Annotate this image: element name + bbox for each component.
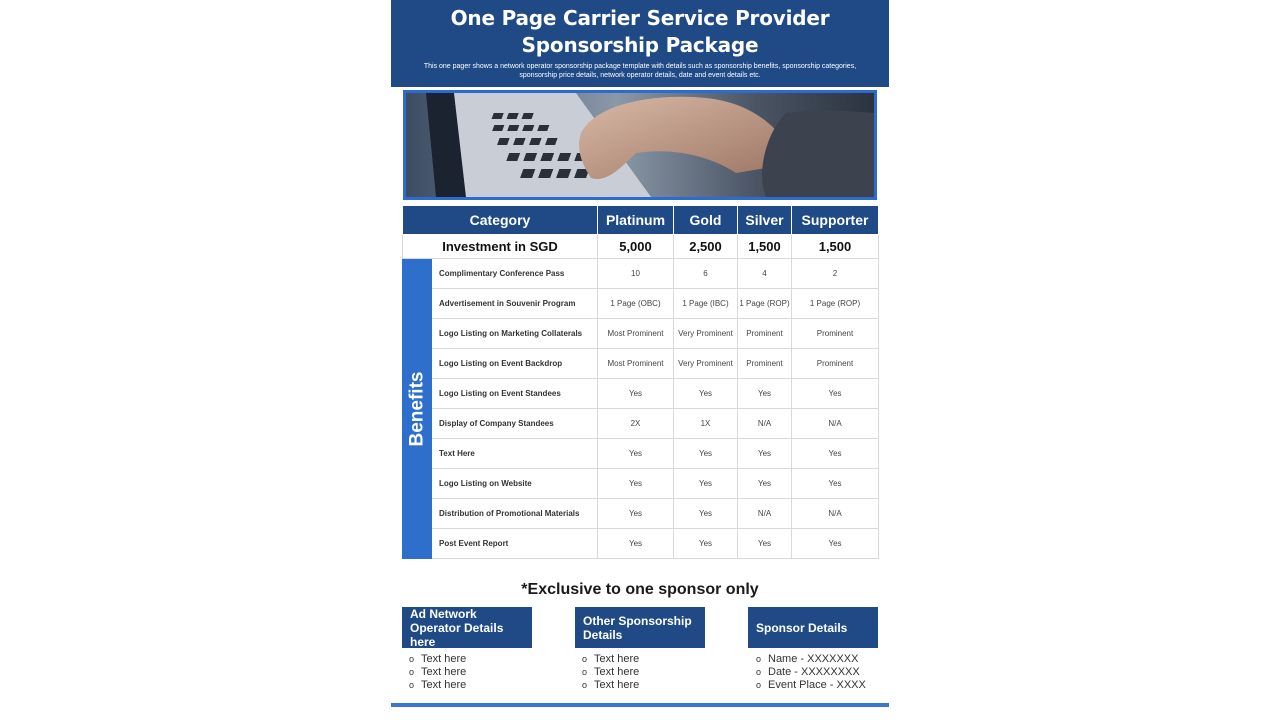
benefits-side-label	[403, 259, 432, 559]
table-row	[403, 409, 879, 439]
cell-supporter: 1 Page (ROP)	[792, 289, 879, 319]
box-title: Sponsor Details	[756, 620, 848, 635]
cell-gold: 1 Page (IBC)	[674, 289, 738, 319]
row-label: Display of Company Standees	[432, 409, 598, 439]
header-silver: Silver	[738, 206, 792, 235]
other-sponsorship-box	[575, 607, 705, 648]
list-item: o Text here	[582, 666, 640, 678]
row-label: Distribution of Promotional Materials	[432, 499, 598, 529]
row-label: Logo Listing on Marketing Collaterals	[432, 319, 598, 349]
cell-silver: N/A	[738, 409, 792, 439]
table-row	[403, 349, 879, 379]
row-label: Complimentary Conference Pass	[432, 259, 598, 289]
cell-supporter: Prominent	[792, 319, 879, 349]
cell-supporter: Yes	[792, 439, 879, 469]
bullet-icon: o	[409, 667, 415, 677]
cell-platinum: Most Prominent	[598, 349, 674, 379]
box-title: Other Sponsorship Details	[583, 613, 692, 642]
list-item: o Name - XXXXXXX	[756, 653, 859, 665]
sponsor-details-list	[756, 653, 866, 692]
table-row	[403, 289, 879, 319]
table-header-row	[403, 206, 879, 235]
investment-gold: 2,500	[674, 235, 738, 259]
benefits-side-text: Benefits	[406, 371, 428, 446]
cell-supporter: Yes	[792, 529, 879, 559]
list-item: o Text here	[409, 653, 467, 665]
cell-platinum: Yes	[598, 499, 674, 529]
ad-network-operator-box	[402, 607, 532, 648]
bullet-icon: o	[756, 667, 762, 677]
row-label: Text Here	[432, 439, 598, 469]
bullet-icon: o	[409, 680, 415, 690]
table-row	[403, 469, 879, 499]
cell-silver: Yes	[738, 379, 792, 409]
other-sponsorship-list	[582, 653, 639, 692]
table-row	[403, 439, 879, 469]
box-title: Ad Network Operator Details here	[410, 606, 504, 649]
row-label: Advertisement in Souvenir Program	[432, 289, 598, 319]
bullet-icon: o	[756, 680, 762, 690]
list-item: o Text here	[409, 679, 467, 691]
cell-gold: 6	[674, 259, 738, 289]
bullet-icon: o	[582, 654, 588, 664]
cell-silver: Prominent	[738, 319, 792, 349]
bullet-icon: o	[582, 667, 588, 677]
cell-supporter: Prominent	[792, 349, 879, 379]
investment-platinum: 5,000	[598, 235, 674, 259]
row-label: Post Event Report	[432, 529, 598, 559]
hero-image-frame	[403, 90, 877, 200]
header-platinum: Platinum	[598, 206, 674, 235]
footer-bar	[391, 703, 889, 707]
cell-gold: Yes	[674, 469, 738, 499]
bullet-icon: o	[756, 654, 762, 664]
list-item: o Text here	[582, 679, 640, 691]
table-row	[403, 259, 879, 289]
row-label: Logo Listing on Event Standees	[432, 379, 598, 409]
page-header	[391, 0, 889, 87]
cell-gold: Yes	[674, 499, 738, 529]
title-line-2: Sponsorship Package	[521, 33, 759, 57]
cell-platinum: Most Prominent	[598, 319, 674, 349]
cell-platinum: Yes	[598, 469, 674, 499]
header-category: Category	[403, 206, 598, 235]
cell-platinum: Yes	[598, 529, 674, 559]
row-label: Logo Listing on Event Backdrop	[432, 349, 598, 379]
ad-network-operator-list	[409, 653, 466, 692]
bullet-icon: o	[409, 654, 415, 664]
header-gold: Gold	[674, 206, 738, 235]
list-item: o Text here	[582, 653, 640, 665]
investment-label: Investment in SGD	[403, 235, 598, 259]
cell-platinum: 2X	[598, 409, 674, 439]
cell-supporter: 2	[792, 259, 879, 289]
sponsor-details-box	[748, 607, 878, 648]
investment-supporter: 1,500	[792, 235, 879, 259]
list-item: o Text here	[409, 666, 467, 678]
title-line-1: One Page Carrier Service Provider	[450, 6, 830, 30]
list-item: o Event Place - XXXX	[756, 679, 866, 691]
laptop-typing-image	[406, 93, 874, 197]
header-supporter: Supporter	[792, 206, 879, 235]
table-row	[403, 319, 879, 349]
table-row	[403, 379, 879, 409]
cell-silver: Yes	[738, 469, 792, 499]
sponsorship-table	[402, 205, 879, 559]
cell-platinum: Yes	[598, 439, 674, 469]
list-item: o Date - XXXXXXXX	[756, 666, 860, 678]
cell-silver: Yes	[738, 529, 792, 559]
exclusive-note: *Exclusive to one sponsor only	[521, 581, 759, 598]
cell-gold: Very Prominent	[674, 349, 738, 379]
cell-silver: Yes	[738, 439, 792, 469]
cell-platinum: Yes	[598, 379, 674, 409]
cell-gold: Yes	[674, 529, 738, 559]
investment-row	[403, 235, 879, 259]
page-description: This one pager shows a network operator sponsorship package template with details such as sponsorship benefits, sponsorship categories, sponsorship price details, network operator details, date and event details etc.	[423, 63, 857, 79]
cell-silver: N/A	[738, 499, 792, 529]
cell-supporter: Yes	[792, 469, 879, 499]
cell-gold: Very Prominent	[674, 319, 738, 349]
cell-supporter: N/A	[792, 499, 879, 529]
cell-silver: 4	[738, 259, 792, 289]
cell-supporter: N/A	[792, 409, 879, 439]
cell-gold: Yes	[674, 379, 738, 409]
cell-supporter: Yes	[792, 379, 879, 409]
cell-gold: 1X	[674, 409, 738, 439]
investment-silver: 1,500	[738, 235, 792, 259]
cell-gold: Yes	[674, 439, 738, 469]
cell-silver: Prominent	[738, 349, 792, 379]
cell-platinum: 10	[598, 259, 674, 289]
one-pager	[391, 0, 889, 720]
table-row	[403, 529, 879, 559]
cell-silver: 1 Page (ROP)	[738, 289, 792, 319]
bullet-icon: o	[582, 680, 588, 690]
page-title	[391, 0, 889, 59]
row-label: Logo Listing on Website	[432, 469, 598, 499]
table-row	[403, 499, 879, 529]
cell-platinum: 1 Page (OBC)	[598, 289, 674, 319]
